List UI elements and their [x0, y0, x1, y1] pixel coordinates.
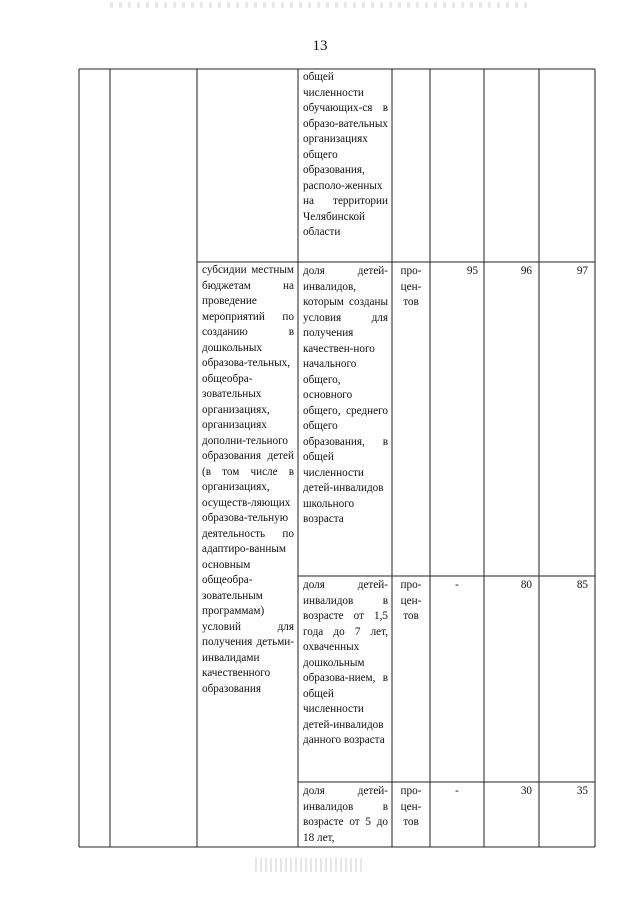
- value-cell-1: 95: [466, 265, 478, 277]
- unit-cell: про-цен-тов: [400, 265, 422, 308]
- scan-artifact-top: [110, 2, 530, 8]
- unit-cell: про-цен-тов: [400, 785, 422, 828]
- indicator-cell: доля детей-инвалидов в возрасте от 1,5 года до 7 лет, охваченных дошкольным образова-нием, в общей численности детей-инвалидов данного возраста: [303, 579, 388, 746]
- value-cell-3: 97: [576, 265, 588, 277]
- indicator-cell: доля детей-инвалидов в возрасте от 5 до 18 лет,: [303, 785, 388, 844]
- indicator-cell-continued: общей численности обучающих-ся в образо-вательных организациях общего образования, располо-женных на территории Челябинской области: [303, 71, 388, 238]
- value-cell-1: -: [455, 579, 459, 591]
- value-cell-3: 85: [576, 579, 588, 591]
- indicator-cell: доля детей-инвалидов, которым созданы условия для получения качествен-ного начального общего, основного общего, среднего общего образования, в общей численности детей-инвалидов школьного возраста: [303, 265, 388, 525]
- subsidy-description: субсидии местным бюджетам на проведение мероприятий по созданию в дошкольных образова-тельных, общеобра-зовательных организациях, организациях дополни-тельного образования детей (в том числе в организациях, осуществ-ляющих образова-тельную деятельность по адаптиро-ванным основным общеобра-зовательным программам) условий для получения детьми-инвалидами качественного образования: [202, 264, 294, 695]
- scan-artifact-bottom: [255, 858, 365, 872]
- value-cell-2: 96: [520, 265, 532, 277]
- value-cell-2: 30: [520, 785, 532, 797]
- page-number: 13: [312, 38, 328, 54]
- value-cell-3: 35: [576, 785, 588, 797]
- value-cell-1: -: [455, 785, 459, 797]
- value-cell-2: 80: [520, 579, 532, 591]
- unit-cell: про-цен-тов: [400, 579, 422, 622]
